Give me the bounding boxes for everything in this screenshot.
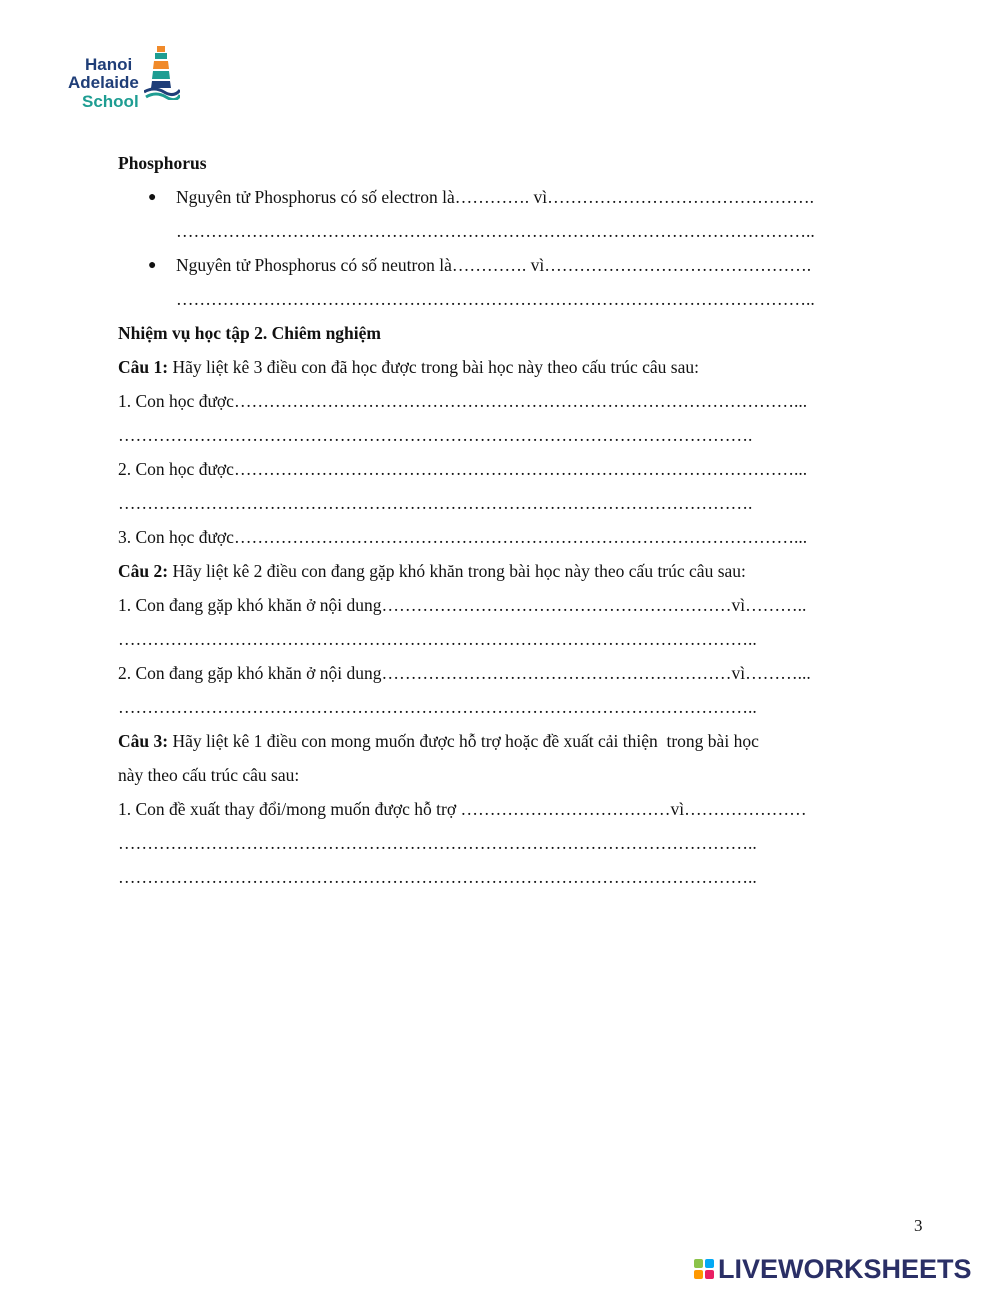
q1-text: Hãy liệt kê 3 điều con đã học được trong bài học này theo cấu trúc câu sau: (168, 357, 699, 377)
q1-answer-line[interactable]: 3. Con học được……………………………………………………………………………………... (118, 527, 808, 547)
q2-answer-line[interactable]: 2. Con đang gặp khó khăn ở nội dung……………………………………………………vì………... (118, 663, 811, 683)
q3-label: Câu 3: (118, 731, 169, 751)
q1-prompt (118, 356, 699, 378)
liveworksheets-icon (694, 1259, 714, 1279)
q3-answer-line[interactable]: ……………………………………………………………………………………………….. (118, 867, 757, 887)
phosphorus-heading: Phosphorus (118, 153, 207, 173)
q1-label: Câu 1: (118, 357, 169, 377)
q3-text: Hãy liệt kê 1 điều con mong muốn được hỗ trợ hoặc đề xuất cải thiện trong bài học (168, 731, 759, 751)
q2-answer-line[interactable]: ……………………………………………………………………………………………….. (118, 697, 757, 717)
liveworksheets-wordmark: LIVEWORKSHEETS (718, 1253, 972, 1284)
q1-answer-line[interactable]: 1. Con học được……………………………………………………………………………………... (118, 391, 808, 411)
q2-text: Hãy liệt kê 2 điều con đang gặp khó khăn trong bài học này theo cấu trúc câu sau: (168, 561, 746, 581)
q2-answer-line[interactable]: ……………………………………………………………………………………………….. (118, 629, 757, 649)
q2-answer-line[interactable]: 1. Con đang gặp khó khăn ở nội dung……………………………………………………vì……….. (118, 595, 807, 615)
q1-answer-line[interactable]: 2. Con học được……………………………………………………………………………………... (118, 459, 808, 479)
electron-answer-line[interactable]: ……………………………………………………………………………………………….. (176, 221, 815, 241)
q3-prompt (118, 730, 759, 752)
logo-hanoi-text: Hanoi (85, 55, 133, 74)
q2-label: Câu 2: (118, 561, 169, 581)
page-number: 3 (914, 1216, 923, 1235)
electron-question: Nguyên tử Phosphorus có số electron là…………. vì………………………………………. (176, 187, 814, 207)
q3-answer-line[interactable]: 1. Con đề xuất thay đổi/mong muốn được hỗ trợ ………………………………vì………………… (118, 799, 807, 819)
neutron-question: Nguyên tử Phosphorus có số neutron là…………. vì………………………………………. (176, 255, 812, 275)
neutron-answer-line[interactable]: ……………………………………………………………………………………………….. (176, 289, 815, 309)
q2-prompt (118, 560, 746, 582)
q3-answer-line[interactable]: ……………………………………………………………………………………………….. (118, 833, 757, 853)
task2-heading: Nhiệm vụ học tập 2. Chiêm nghiệm (118, 323, 381, 343)
lighthouse-icon (144, 44, 180, 100)
logo-adelaide-text: Adelaide (68, 73, 139, 92)
logo-school-text: School (82, 92, 139, 111)
liveworksheets-logo[interactable] (694, 1254, 972, 1284)
bullet-icon: ● (148, 190, 157, 205)
q1-answer-line[interactable]: ………………………………………………………………………………………………. (118, 493, 753, 513)
school-logo (68, 44, 183, 116)
bullet-icon: ● (148, 258, 157, 273)
q3-prompt-continued: này theo cấu trúc câu sau: (118, 765, 300, 785)
q1-answer-line[interactable]: ………………………………………………………………………………………………. (118, 425, 753, 445)
